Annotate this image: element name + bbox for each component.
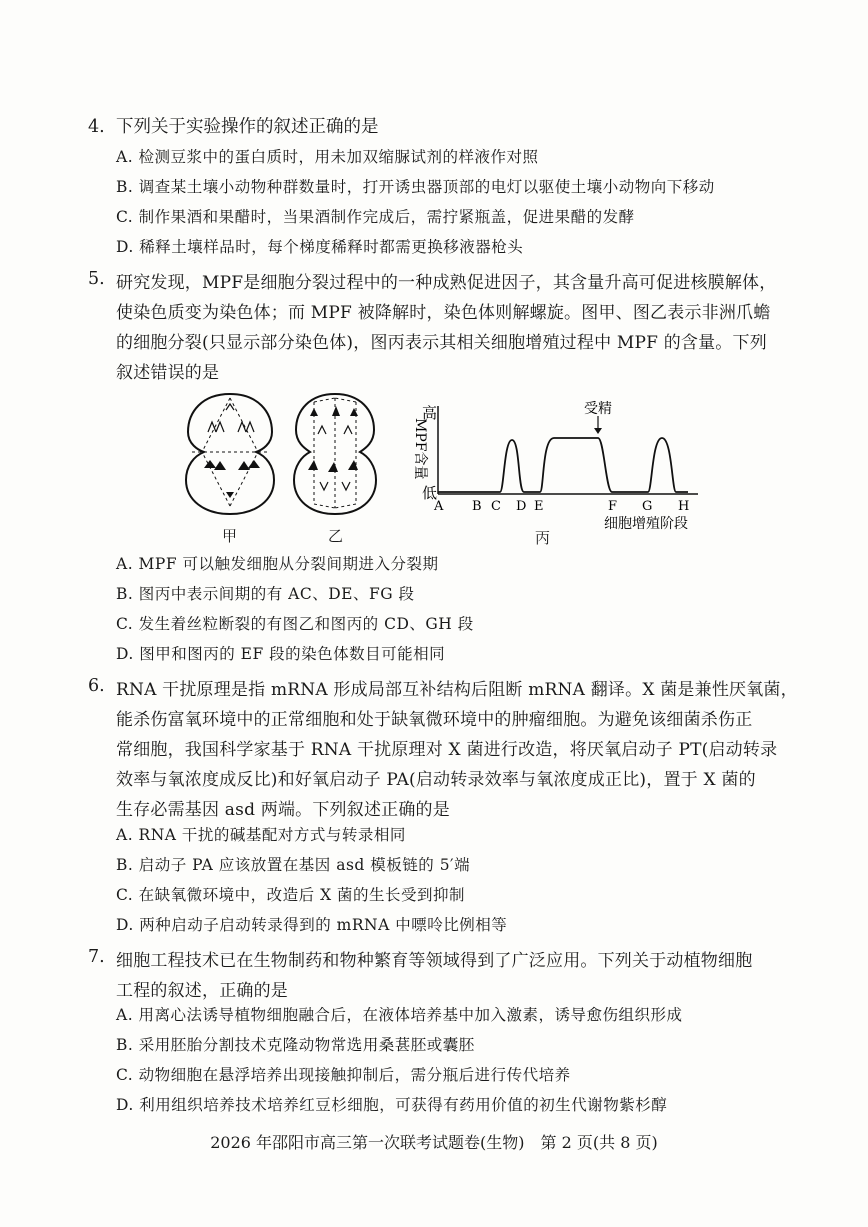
fertilization-arrowhead (594, 428, 602, 434)
tick-a: A (434, 499, 444, 514)
question-number: 6. (88, 676, 105, 696)
q7-option-c: C. 动物细胞在悬浮培养出现接触抑制后，需分瓶后进行传代培养 (116, 1066, 571, 1084)
q5-stem-line-1: 研究发现，MPF是细胞分裂过程中的一种成熟促进因子，其含量升高可促进核膜解体， (116, 273, 777, 293)
tick-g: G (642, 499, 653, 514)
q7-stem-line-2: 工程的叙述，正确的是 (116, 981, 288, 1001)
page-footer: 2026 年邵阳市高三第一次联考试题卷(生物) 第 2 页(共 8 页) (210, 1133, 658, 1152)
q6-option-c: C. 在缺氧微环境中，改造后 X 菌的生长受到抑制 (116, 886, 466, 904)
y-axis-high-label: 高 (422, 404, 438, 422)
q6-stem-line-5: 生存必需基因 asd 两端。下列叙述正确的是 (116, 800, 450, 820)
figure-yi-cell-diagram (290, 388, 380, 518)
y-axis-label: MPF含量 (412, 418, 428, 480)
q5-option-b: B. 图丙中表示间期的有 AC、DE、FG 段 (116, 585, 415, 603)
q6-stem-line-2: 能杀伤富氧环境中的正常细胞和处于缺氧微环境中的肿瘤细胞。为避免该细菌杀伤正 (116, 710, 753, 730)
question-number: 4. (88, 117, 105, 137)
q7-option-d: D. 利用组织培养技术培养红豆杉细胞，可获得有药用价值的初生代谢物紫杉醇 (116, 1096, 668, 1114)
q4-option-b: B. 调查某土壤小动物种群数量时，打开诱虫器顶部的电灯以驱使土壤小动物向下移动 (116, 178, 715, 196)
q5-option-a: A. MPF 可以触发细胞从分裂间期进入分裂期 (116, 555, 439, 573)
q4-option-a: A. 检测豆浆中的蛋白质时，用未加双缩脲试剂的样液作对照 (116, 148, 539, 166)
q6-stem-line-4: 效率与氧浓度成反比)和好氧启动子 PA(启动转录效率与氧浓度成正比)，置于 X 菌的 (116, 770, 756, 790)
q7-option-a: A. 用离心法诱导植物细胞融合后，在液体培养基中加入激素，诱导愈伤组织形成 (116, 1006, 683, 1024)
y-axis-low-label: 低 (422, 484, 438, 502)
q5-stem-line-3: 的细胞分裂(只显示部分染色体)，图丙表示其相关细胞增殖过程中 MPF 的含量。下列 (116, 333, 767, 353)
figure-label-jia: 甲 (222, 527, 238, 545)
q6-option-d: D. 两种启动子启动转录得到的 mRNA 中嘌呤比例相等 (116, 916, 508, 934)
fertilization-annotation: 受精 (584, 401, 612, 417)
q4-option-c: C. 制作果酒和果醋时，当果酒制作完成后，需拧紧瓶盖，促进果醋的发酵 (116, 208, 635, 226)
figure-jia-cell-diagram (180, 388, 280, 518)
q6-stem-line-1: RNA 干扰原理是指 mRNA 形成局部互补结构后阻断 mRNA 翻译。X 菌是兼性厌氧菌， (116, 680, 798, 700)
tick-d: D (516, 499, 527, 514)
x-axis-ticks (433, 499, 689, 514)
q5-stem-line-4: 叙述错误的是 (116, 363, 220, 383)
figure-bing-mpf-curve (408, 396, 718, 536)
question-4-stem (88, 112, 788, 142)
question-text: 下列关于实验操作的叙述正确的是 (116, 117, 379, 137)
q6-option-a: A. RNA 干扰的碱基配对方式与转录相同 (116, 826, 406, 844)
figure-label-bing: 丙 (535, 529, 551, 547)
q5-option-c: C. 发生着丝粒断裂的有图乙和图丙的 CD、GH 段 (116, 615, 474, 633)
q5-option-d: D. 图甲和图丙的 EF 段的染色体数目可能相同 (116, 645, 446, 663)
question-number: 7. (88, 947, 105, 967)
q7-stem-line-1: 细胞工程技术已在生物制药和物种繁育等领域得到了广泛应用。下列关于动植物细胞 (116, 951, 753, 971)
q6-option-b: B. 启动子 PA 应该放置在基因 asd 模板链的 5′端 (116, 856, 471, 874)
tick-b: B (472, 499, 482, 514)
q4-option-d: D. 稀释土壤样品时，每个梯度稀释时都需更换移液器枪头 (116, 238, 524, 256)
mpf-curve (438, 438, 688, 492)
figure-label-yi: 乙 (328, 527, 344, 545)
tick-e: E (534, 499, 544, 514)
tick-h: H (678, 499, 690, 514)
q5-stem-line-2: 使染色质变为染色体；而 MPF 被降解时，染色体则解螺旋。图甲、图乙表示非洲爪蟾 (116, 303, 771, 323)
tick-f: F (608, 499, 618, 514)
question-number: 5. (88, 269, 105, 289)
q7-option-b: B. 采用胚胎分割技术克隆动物常选用桑葚胚或囊胚 (116, 1036, 475, 1054)
tick-c: C (491, 499, 501, 514)
x-axis-label: 细胞增殖阶段 (604, 516, 688, 532)
q6-stem-line-3: 常细胞，我国科学家基于 RNA 干扰原理对 X 菌进行改造，将厌氧启动子 PT(启动转录 (116, 740, 778, 760)
